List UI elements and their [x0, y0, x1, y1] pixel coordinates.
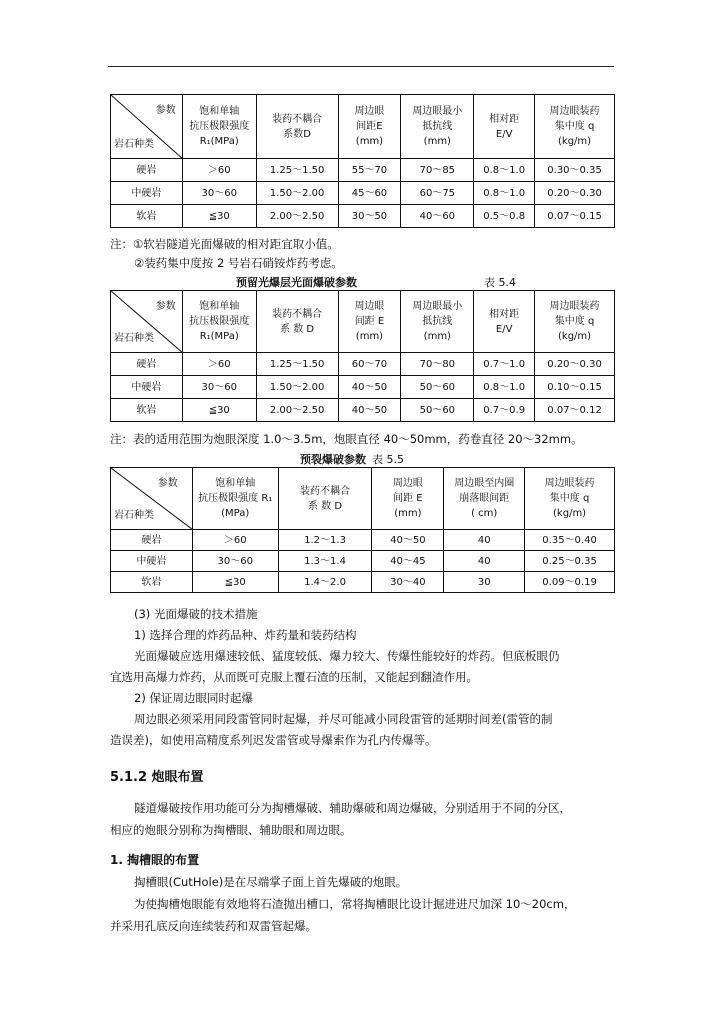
header-param: 参数 [155, 105, 176, 116]
header-burden: 周边眼最小 抵抗线 (mm) [401, 95, 474, 159]
header-rock-type: 岩石种类 [114, 139, 154, 150]
paragraph-2-line-1: 周边眼必须采用同段雷管同时起爆，并尽可能减小同段雷管的延期时间差(雷管的制 [134, 712, 553, 726]
section-3-title: (3) 光面爆破的技术措施 [134, 607, 258, 621]
header-diagonal-cell [111, 95, 183, 159]
header-strength: 饱和单轴 抗压极限强度 R₁(MPa) [182, 95, 256, 159]
header-charge: 周边眼装药 集中度 q (kg/m) [535, 95, 615, 159]
header-rock-type: 岩石种类 [114, 510, 154, 521]
header-decoupling: 装药不耦合 系 数 D [256, 291, 338, 353]
paragraph-5-line-2: 并采用孔底反向连续装药和双雷管起爆。 [110, 919, 317, 933]
table-row: 软岩 ≦30 1.4～2.0 30～40 30 0.09～0.19 [111, 572, 615, 593]
heading-5-1-2: 5.1.2 炮眼布置 [110, 770, 204, 785]
heading-cut-holes: 1. 掏槽眼的布置 [110, 853, 200, 867]
table-presplit-layer-params [110, 290, 615, 422]
header-charge: 周边眼装药 集中度 q (kg/m) [535, 291, 615, 353]
table-row: 中硬岩 30～60 1.50～2.00 40～50 50～60 0.8～1.0 0.10～0.15 [111, 376, 615, 399]
header-strength: 饱和单轴 抗压极限强度 R₁ (MPa) [192, 468, 278, 530]
note-1b: ②装药集中度按 2 号岩石硝铵炸药考虑。 [134, 256, 343, 270]
table3-number: 表 5.5 [372, 453, 404, 466]
table3-caption: 预裂爆破参数 [300, 453, 366, 466]
table-row: 硬岩 ＞60 1.25～1.50 55～70 70～85 0.8～1.0 0.30～0.35 [111, 159, 615, 182]
table-row: 硬岩 ＞60 1.25～1.50 60～70 70～80 0.7～1.0 0.20～0.30 [111, 353, 615, 376]
paragraph-4: 掏槽眼(CutHole)是在尽端掌子面上首先爆破的炮眼。 [134, 875, 408, 889]
header-diagonal-cell [111, 291, 183, 353]
header-spacing: 周边眼 间距E (mm) [338, 95, 401, 159]
subsection-1: 1) 选择合理的炸药品种、炸药量和装药结构 [134, 628, 357, 642]
table-row: 中硬岩 30～60 1.3～1.4 40～45 40 0.25～0.35 [111, 551, 615, 572]
header-diagonal-cell [111, 468, 193, 530]
note-2: 注：表的适用范围为炮眼深度 1.0～3.5m，炮眼直径 40～50mm，药卷直径 20～32mm。 [110, 432, 583, 446]
table-row: 中硬岩 30～60 1.50～2.00 45～60 60～75 0.8～1.0 0.20～0.30 [111, 182, 615, 205]
table-presplit-params [110, 467, 615, 593]
table-row: 软岩 ≦30 2.00～2.50 30～50 40～60 0.5～0.8 0.07～0.15 [111, 205, 615, 228]
paragraph-1-line-1: 光面爆破应选用爆速较低、猛度较低、爆力较大、传爆性能较好的炸药。但底板眼仍 [134, 649, 560, 663]
table-smooth-blasting-params [110, 94, 615, 228]
note-1a: 注：①软岩隧道光面爆破的相对距宜取小值。 [110, 237, 339, 251]
paragraph-1-line-2: 宜选用高爆力炸药，从而既可克服上覆石渣的压制，又能起到翻渣作用。 [110, 670, 478, 684]
paragraph-3-line-1: 隧道爆破按作用功能可分为掏槽爆破、辅助爆破和周边爆破，分别适用于不同的分区， [134, 801, 571, 815]
header-inner-spacing: 周边眼至内圈 崩落眼间距 ( cm) [444, 468, 525, 530]
header-decoupling: 装药不耦合 系 数 D [278, 468, 372, 530]
subsection-2: 2) 保证周边眼同时起爆 [134, 691, 253, 705]
header-rule [108, 66, 614, 67]
paragraph-3-line-2: 相应的炮眼分别称为掏槽眼、辅助眼和周边眼。 [110, 823, 352, 837]
header-strength: 饱和单轴 抗压极限强度 R₁(MPa) [182, 291, 256, 353]
header-rock-type: 岩石种类 [114, 333, 154, 344]
header-param: 参数 [155, 301, 176, 312]
header-burden: 周边眼最小 抵抗线 (mm) [401, 291, 474, 353]
header-charge: 周边眼装药 集中度 q (kg/m) [525, 468, 615, 530]
table-row: 硬岩 ＞60 1.2～1.3 40～50 40 0.35～0.40 [111, 530, 615, 551]
header-spacing: 周边眼 间距 E (mm) [372, 468, 444, 530]
paragraph-5-line-1: 为使掏槽炮眼能有效地将石渣抛出槽口，常将掏槽眼比设计掘进进尺加深 10～20cm， [134, 897, 576, 911]
table2-number: 表 5.4 [484, 276, 516, 289]
header-param: 参数 [157, 478, 178, 489]
header-decoupling: 装药不耦合 系数D [256, 95, 338, 159]
table-row: 软岩 ≦30 2.00～2.50 40～50 50～60 0.7～0.9 0.07～0.12 [111, 399, 615, 422]
header-ratio: 相对距 E/V [474, 95, 535, 159]
header-spacing: 周边眼 间距 E (mm) [338, 291, 401, 353]
table2-caption: 预留光爆层光面爆破参数 [236, 276, 357, 289]
header-ratio: 相对距 E/V [474, 291, 535, 353]
paragraph-2-line-2: 造误差)，如使用高精度系列迟发雷管或导爆索作为孔内传爆等。 [110, 733, 437, 747]
